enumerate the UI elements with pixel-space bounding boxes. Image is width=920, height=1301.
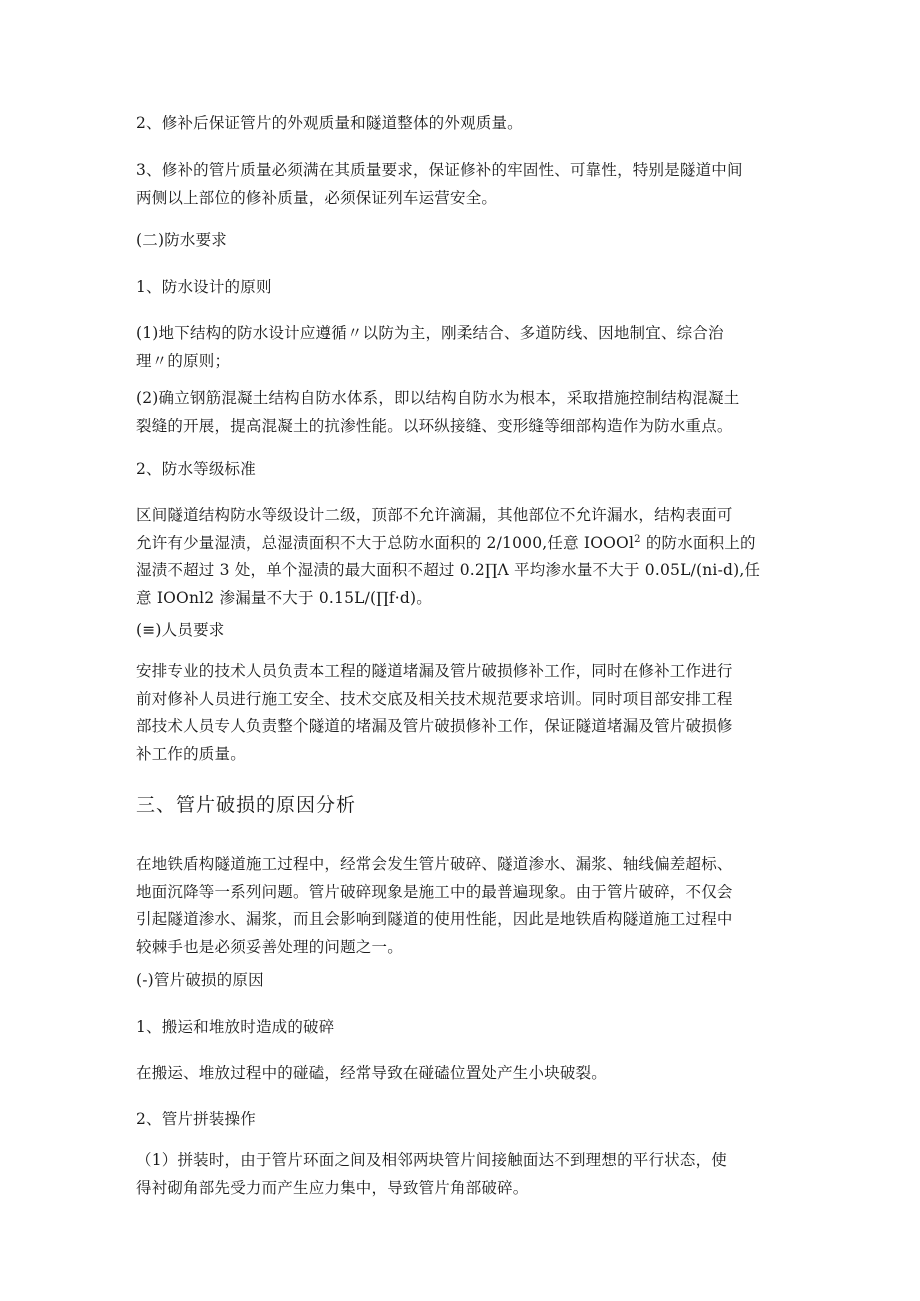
text-line: 得衬砌角部先受力而产生应力集中，导致管片角部破碎。 xyxy=(136,1178,529,1197)
text-line: 较棘手也是必须妥善处理的问题之一。 xyxy=(136,937,403,956)
text-line: 引起隧道渗水、漏浆，而且会影响到隧道的使用性能，因此是地铁盾构隧道施工过程中 xyxy=(136,910,733,928)
section-heading-damage-causes: (-)管片破损的原因 xyxy=(136,971,264,989)
text-segment: 的防水面积上的 xyxy=(640,533,756,552)
text-line: 前对修补人员进行施工安全、技术交底及相关技术规范要求培训。同时项目部安排工程 xyxy=(136,689,733,708)
superscript: 2 xyxy=(634,533,641,545)
item-2-concrete-self-waterproof xyxy=(136,385,796,440)
text-line: 补工作的质量。 xyxy=(136,744,246,763)
text-line: 意 IOOnl2 渗漏量不大于 0.15L∕(∏f·d)。 xyxy=(136,588,432,607)
subheading-waterproof-principle: 1、防水设计的原则 xyxy=(136,278,272,296)
text-segment: 允许有少量湿渍，总湿渍面积不大于总防水面积的 2/1000,任意 IOOOl xyxy=(136,533,635,552)
text-line: 裂缝的开展，提高混凝土的抗渗性能。以环纵接缝、变形缝等细部构造作为防水重点。 xyxy=(136,416,733,435)
paragraph-handling-damage: 在搬运、堆放过程中的碰磕，经常导致在碰磕位置处产生小块破裂。 xyxy=(136,1064,608,1082)
text-line: (1)地下结构的防水设计应遵循〃以防为主，刚柔结合、多道防线、因地制宜、综合治 xyxy=(136,324,724,342)
section-heading-waterproofing: (二)防水要求 xyxy=(136,231,227,249)
paragraph-waterproof-grade xyxy=(136,502,796,612)
text-line: 地面沉降等一系列问题。管片破碎现象是施工中的最普遍现象。由于管片破碎，不仅会 xyxy=(136,882,733,901)
item-1-underground-design xyxy=(136,320,796,375)
item-3-repair-quality xyxy=(136,157,796,212)
paragraph-personnel xyxy=(136,658,796,768)
text-line: 区间隧道结构防水等级设计二级，顶部不允许滴漏，其他部位不允许漏水，结构表面可 xyxy=(136,506,733,524)
text-line: （1）拼装时，由于管片环面之间及相邻两块管片间接触面达不到理想的平行状态，使 xyxy=(136,1151,727,1169)
text-line: 3、修补的管片质量必须满在其质量要求，保证修补的牢固性、可靠性，特别是隧道中间 xyxy=(136,161,743,179)
paragraph-assembly-operation xyxy=(136,1147,796,1202)
text-line: 部技术人员专人负责整个隧道的堵漏及管片破损修补工作，保证隧道堵漏及管片破损修 xyxy=(136,717,733,735)
subheading-handling-damage: 1、搬运和堆放时造成的破碎 xyxy=(136,1018,335,1036)
text-line xyxy=(136,530,796,558)
text-line: 湿渍不超过 3 处，单个湿渍的最大面积不超过 0.2∏Λ 平均渗水量不大于 0.05L∕(ni-d),任 xyxy=(136,561,761,579)
item-2-appearance-quality: 2、修补后保证管片的外观质量和隧道整体的外观质量。 xyxy=(136,114,523,132)
text-line: 理〃的原则； xyxy=(136,351,231,370)
paragraph-cause-intro xyxy=(136,851,796,961)
subheading-assembly-operation: 2、管片拼装操作 xyxy=(136,1110,256,1128)
text-line: (2)确立钢筋混凝土结构自防水体系，即以结构自防水为根本，采取措施控制结构混凝土 xyxy=(136,389,740,407)
section-heading-personnel: (≡)人员要求 xyxy=(136,621,225,639)
chapter-heading-cause-analysis: 三、管片破损的原因分析 xyxy=(136,794,357,816)
text-line: 两侧以上部位的修补质量，必须保证列车运营安全。 xyxy=(136,188,498,207)
text-line: 在地铁盾构隧道施工过程中，经常会发生管片破碎、隧道渗水、漏浆、轴线偏差超标、 xyxy=(136,855,733,873)
subheading-waterproof-grade: 2、防水等级标准 xyxy=(136,460,256,478)
text-line: 安排专业的技术人员负责本工程的隧道堵漏及管片破损修补工作，同时在修补工作进行 xyxy=(136,662,733,680)
